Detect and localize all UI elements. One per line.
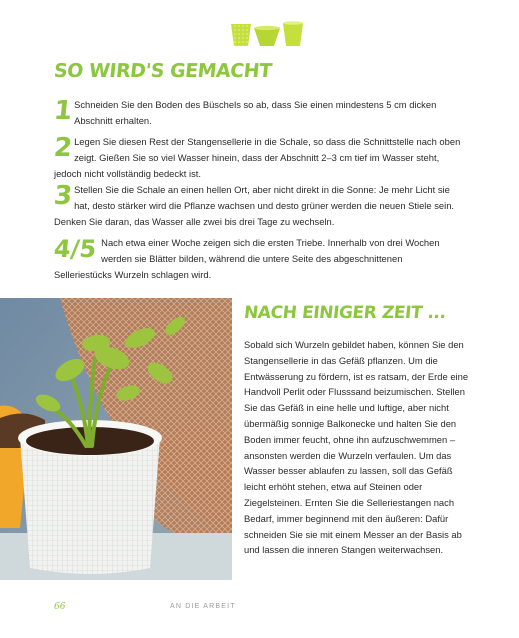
step-number: 3 [52, 181, 74, 211]
section-title: SO WIRD'S GEMACHT [52, 60, 273, 82]
step-4-5 [54, 235, 462, 282]
step-2 [54, 134, 462, 181]
step-1 [54, 97, 462, 129]
step-number: 4/5 [52, 235, 98, 263]
step-3 [54, 182, 462, 229]
chapter-label: AN DIE ARBEIT [170, 603, 236, 610]
page-number: 66 [54, 602, 66, 612]
step-text: Nach etwa einer Woche zeigen sich die ersten Triebe. Innerhalb von drei Wochen werden sie Blätter bilden, während die untere Seite des abgeschnittenen Selleriestücks Wurzeln schlagen wird. [54, 237, 440, 280]
step-number: 2 [52, 133, 74, 163]
step-number: 1 [52, 96, 74, 126]
subsection-title: NACH EINIGER ZEIT ... [242, 303, 447, 323]
flower-pots-icon [229, 20, 305, 48]
celery-plant-photo [0, 298, 232, 580]
body-paragraph: Sobald sich Wurzeln gebildet haben, können Sie den Stangensellerie in das Gefäß pflanzen. Um die Entwässerung zu fördern, ist es ratsam, der Erde eine Handvoll Perlit oder Flusssand beizumischen. Stellen Sie das Gefäß in eine helle und luftige, aber nicht übermäßig sonnige Balkonecke und halten Sie den Boden immer feucht, ohne ihn aufzuschwemmen – ansonsten werden die Wurzeln verfaulen. Um das Wasser besser ablaufen zu lassen, soll das Gefäß leicht erhöht stehen, etwa auf Steinen oder Ziegelsteinen. Ernten Sie die Selleriestangen nach Bedarf, immer beginnend mit den äußeren: Dafür schneiden Sie sie mit einem Messer an der Basis ab und lassen die inneren Stangen weiterwachsen. [244, 339, 469, 556]
step-text: Schneiden Sie den Boden des Büschels so ab, dass Sie einen mindestens 5 cm dicken Abschnitt erhalten. [74, 99, 437, 126]
step-text: Stellen Sie die Schale an einen hellen Ort, aber nicht direkt in die Sonne: Je mehr Licht sie hat, desto stärker wird die Pflanze wachsen und desto grüner werden die neuen Stiele sein. Denken Sie daran, das Wasser alle zwei bis drei Tage zu wechseln. [54, 184, 455, 227]
step-text: Legen Sie diesen Rest der Stangensellerie in die Schale, so dass die Schnittstelle nach oben zeigt. Gießen Sie so viel Wasser hinein, dass der Abschnitt 2–3 cm tief im Wasser steht, jedoch nicht vollständig bedeckt ist. [54, 136, 461, 179]
